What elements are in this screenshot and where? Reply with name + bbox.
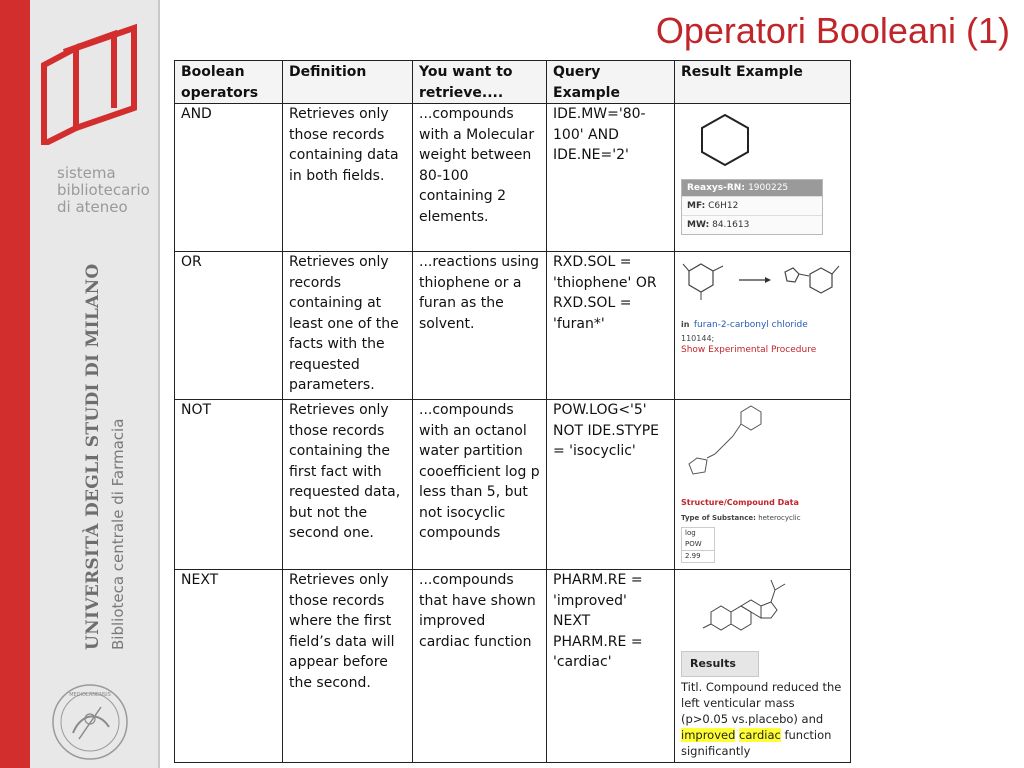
steroid-structure-icon <box>697 572 797 644</box>
furan-link[interactable]: furan-2-carbonyl chloride <box>693 319 808 330</box>
reaction-scheme-icon <box>681 256 843 304</box>
definition-cell: Retrieves only those records containing data in both fields. <box>283 104 413 252</box>
table-row-next <box>175 570 851 763</box>
accent-bar <box>0 0 30 768</box>
header-definition: Definition <box>283 61 413 104</box>
table-row-not <box>175 400 851 570</box>
library-name: Biblioteca centrale di Farmacia <box>109 418 127 650</box>
sistema-bibliotecario-label: sistema bibliotecario di ateneo <box>57 164 150 216</box>
header-result: Result Example <box>675 61 851 104</box>
table-row-and <box>175 104 851 252</box>
table-row-or <box>175 252 851 400</box>
query-cell: PHARM.RE = 'improved' NEXT PHARM.RE = 'cardiac' <box>547 570 675 763</box>
cyclohexane-structure-icon <box>695 112 755 168</box>
show-procedure-link[interactable]: Show Experimental Procedure <box>681 345 817 355</box>
university-name: UNIVERSITÀ DEGLI STUDI DI MILANO <box>83 263 103 650</box>
operator-cell: NEXT <box>175 570 283 763</box>
operator-cell: AND <box>175 104 283 252</box>
query-cell: IDE.MW='80-100' AND IDE.NE='2' <box>547 104 675 252</box>
results-heading: Results <box>681 651 759 678</box>
sidebar-divider <box>158 0 160 768</box>
retrieve-cell: ...compounds with a Molecular weight between 80-100 containing 2 elements. <box>413 104 547 252</box>
definition-cell: Retrieves only those records where the first field’s data will appear before the second. <box>283 570 413 763</box>
header-query: Query Example <box>547 61 675 104</box>
log-pow-table: log POW 2.99 <box>681 527 715 563</box>
query-cell: RXD.SOL = 'thiophene' OR RXD.SOL = 'furan*' <box>547 252 675 400</box>
result-cell-next <box>675 570 851 763</box>
definition-cell: Retrieves only those records containing the first fact with requested data, but not the second one. <box>283 400 413 570</box>
university-seal-icon <box>51 683 129 761</box>
result-cell-or: in furan-2-carbonyl chloride 110144; Show Experimental Procedure <box>675 252 851 400</box>
imidazole-structure-icon <box>681 402 771 484</box>
result-cell-not: Structure/Compound Data Type of Substance: heterocyclic log POW 2.99 <box>675 400 851 570</box>
library-logo-icon <box>36 20 146 145</box>
slide-title: Operatori Booleani (1) <box>655 10 1010 51</box>
reaxys-info-box: Reaxys-RN: 1900225 MF: C6H12 MW: 84.1613 <box>681 179 823 235</box>
header-retrieve: You want to retrieve.... <box>413 61 547 104</box>
query-cell: POW.LOG<'5' NOT IDE.STYPE = 'isocyclic' <box>547 400 675 570</box>
boolean-operators-table <box>174 60 851 763</box>
results-text: Titl. Compound reduced the left venticular mass (p>0.05 vs.placebo) and improved cardiac function significantly <box>681 680 842 758</box>
header-operators: Boolean operators <box>175 61 283 104</box>
seal-text: MEDIOLANENSIS <box>69 692 111 698</box>
operator-cell: NOT <box>175 400 283 570</box>
operator-cell: OR <box>175 252 283 400</box>
retrieve-cell: ...reactions using thiophene or a furan as the solvent. <box>413 252 547 400</box>
retrieve-cell: ...compounds with an octanol water partition cooefficient log p less than 5, but not isocyclic compounds <box>413 400 547 570</box>
retrieve-cell: ...compounds that have shown improved cardiac function <box>413 570 547 763</box>
definition-cell: Retrieves only records containing at least one of the facts with the requested parameters. <box>283 252 413 400</box>
table-header-row <box>175 61 851 104</box>
result-cell-and <box>675 104 851 252</box>
